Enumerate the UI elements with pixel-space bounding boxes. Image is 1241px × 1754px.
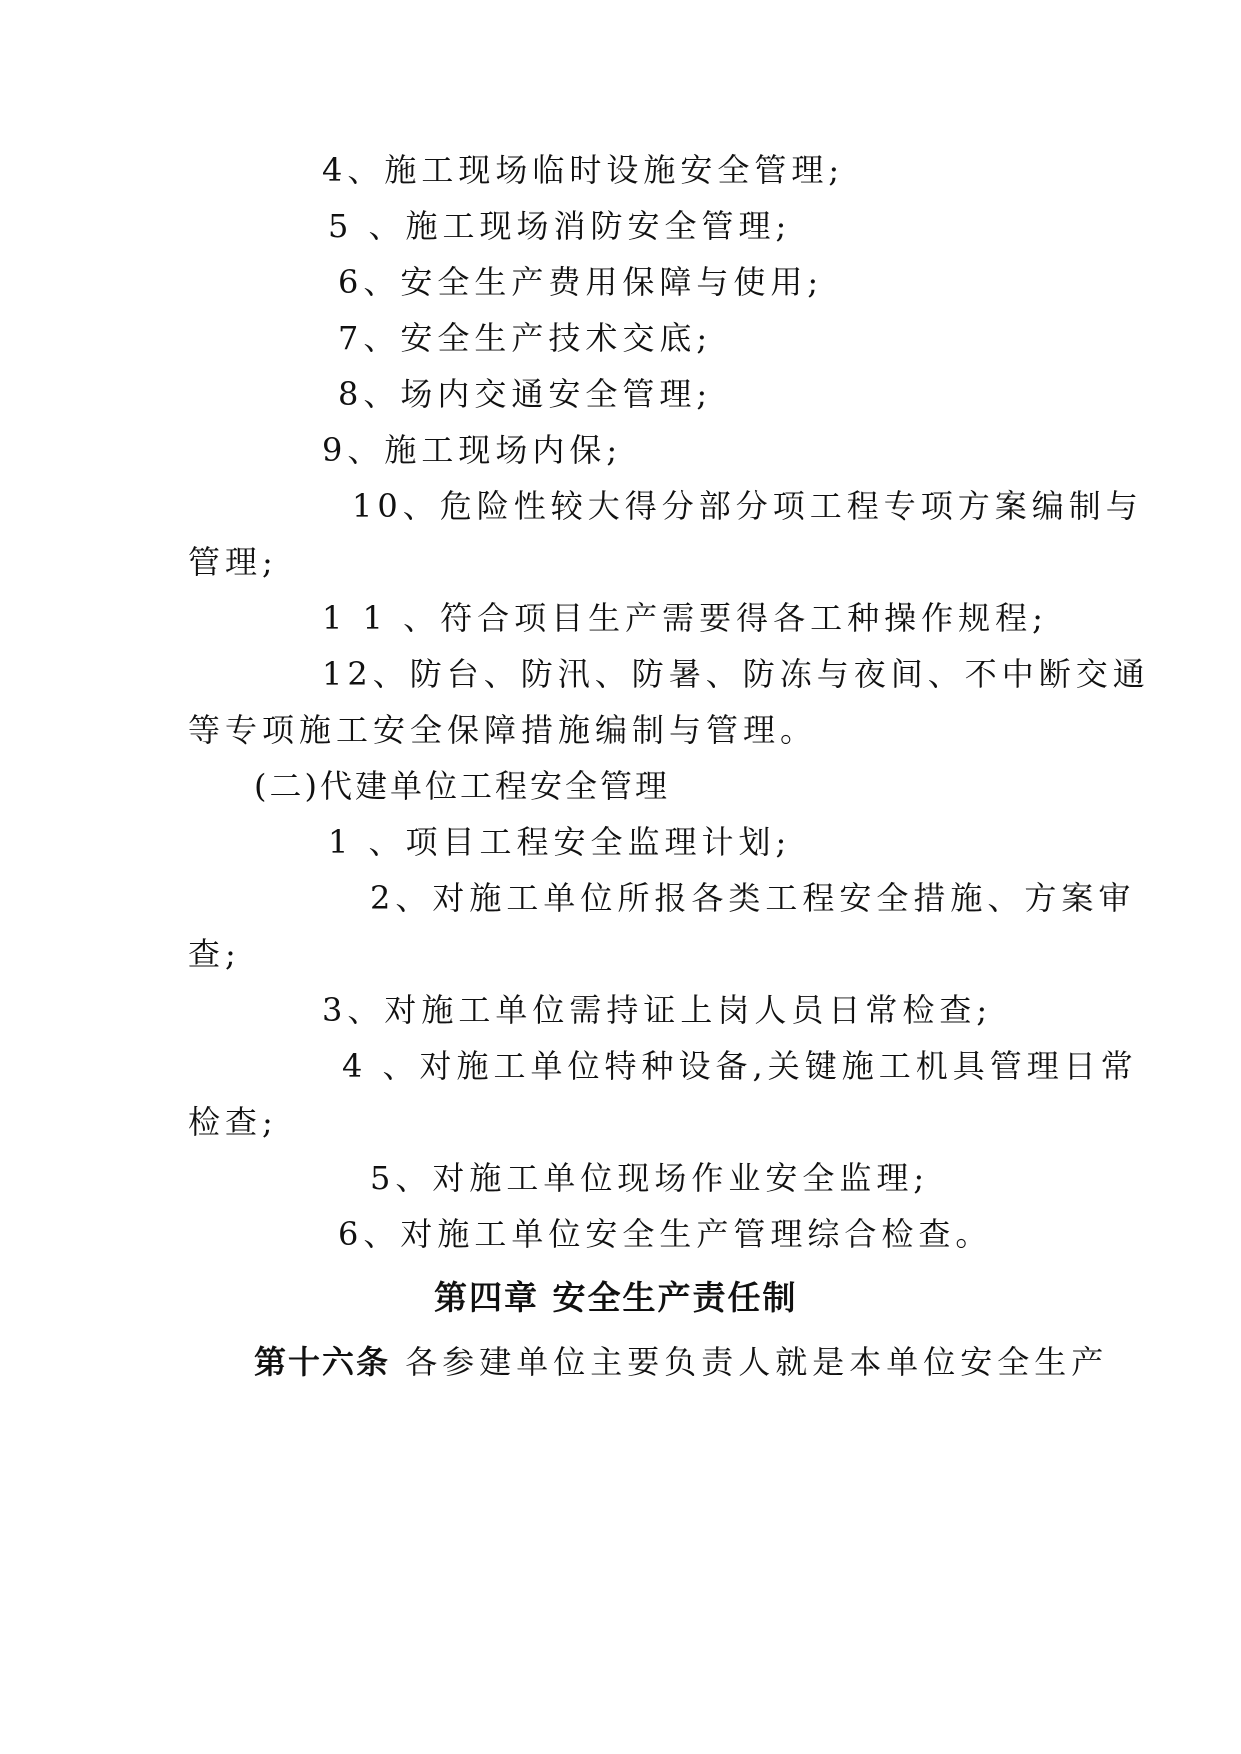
list-item-5: 5 、施工现场消防安全管理; [328, 207, 792, 245]
list-item-12-cont: 等专项施工安全保障措施编制与管理。 [188, 711, 818, 749]
list-item-b1: 1 、项目工程安全监理计划; [328, 823, 792, 861]
list-item-b4-cont: 检查; [188, 1103, 278, 1141]
list-item-b2-cont: 查; [188, 935, 241, 973]
list-item-7: 7、安全生产技术交底; [338, 319, 713, 357]
list-item-10: 10、危险性较大得分部分项工程专项方案编制与 [352, 487, 1143, 525]
list-item-12: 12、防台、防汛、防暑、防冻与夜间、不中断交通 [322, 655, 1150, 693]
list-item-4: 4、施工现场临时设施安全管理; [322, 151, 845, 189]
article-text: 各参建单位主要负责人就是本单位安全生产 [390, 1343, 1109, 1381]
chapter-heading: 第四章 安全生产责任制 [434, 1278, 798, 1317]
list-item-10-cont: 管理; [188, 543, 278, 581]
list-item-8: 8、场内交通安全管理; [338, 375, 713, 413]
list-item-b6: 6、对施工单位安全生产管理综合检查。 [338, 1215, 993, 1253]
list-item-b4: 4 、对施工单位特种设备,关键施工机具管理日常 [342, 1047, 1138, 1085]
list-item-11: 1 1 、符合项目生产需要得各工种操作规程; [322, 599, 1048, 637]
section-heading: (二)代建单位工程安全管理 [254, 767, 670, 805]
list-item-b3: 3、对施工单位需持证上岗人员日常检查; [322, 991, 993, 1029]
list-item-b5: 5、对施工单位现场作业安全监理; [370, 1159, 930, 1197]
article-paragraph [254, 1342, 1108, 1382]
list-item-b2: 2、对施工单位所报各类工程安全措施、方案审 [370, 879, 1136, 917]
article-label: 第十六条 [254, 1343, 391, 1381]
list-item-9: 9、施工现场内保; [322, 431, 623, 469]
list-item-6: 6、安全生产费用保障与使用; [338, 263, 824, 301]
